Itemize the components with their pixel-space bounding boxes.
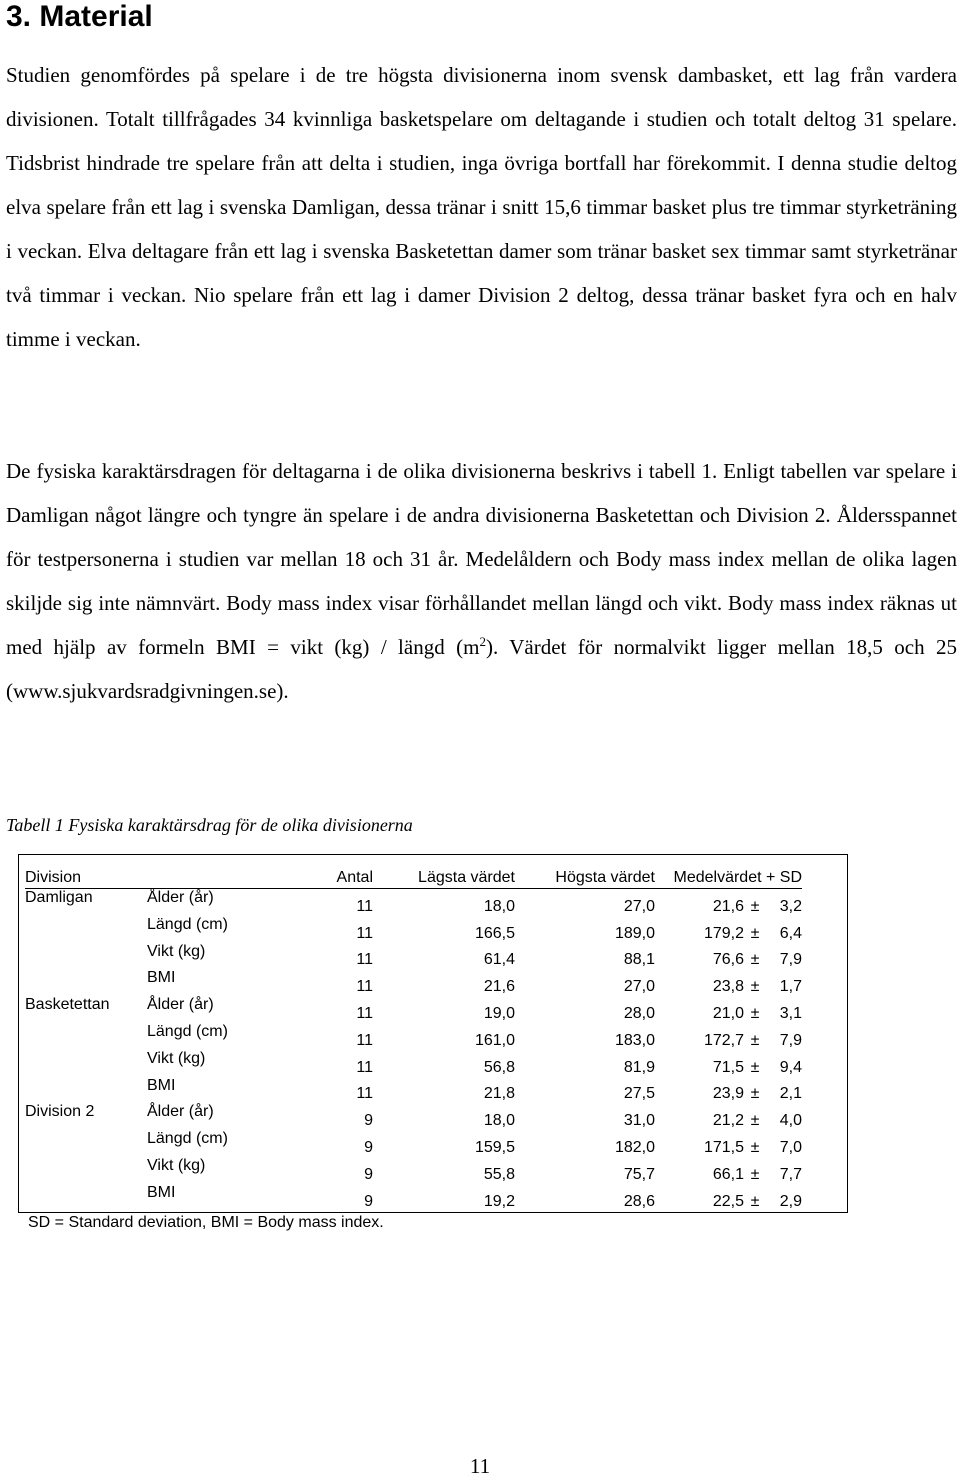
- cell-division-empty: [25, 943, 147, 970]
- table-body: [25, 889, 802, 1211]
- cell-mean: 23,9: [712, 1085, 744, 1103]
- cell-parameter: Ålder (år): [147, 996, 214, 1014]
- cell-parameter: Längd (cm): [147, 915, 228, 933]
- cell-mean: 23,8: [712, 978, 744, 996]
- cell-count: 9: [364, 1112, 373, 1130]
- cell-mean: 171,5: [703, 1138, 744, 1156]
- header-division: Division: [25, 862, 147, 889]
- cell-mean: 76,6: [712, 951, 744, 969]
- cell-max: 81,9: [623, 1058, 655, 1076]
- cell-count: 9: [364, 1165, 373, 1183]
- cell-plus-minus: ±: [750, 1165, 760, 1183]
- cell-division-empty: [25, 916, 147, 943]
- cell-plus-minus: ±: [750, 1004, 760, 1022]
- cell-mean: 21,0: [712, 1004, 744, 1022]
- cell-parameter: BMI: [147, 1076, 176, 1094]
- table-row: [25, 1050, 802, 1077]
- cell-sd: 7,9: [779, 951, 802, 969]
- cell-division: Damligan: [25, 889, 93, 906]
- cell-parameter: Ålder (år): [147, 1103, 214, 1121]
- table-header-row: [25, 862, 802, 889]
- cell-plus-minus: ±: [750, 897, 760, 915]
- cell-mean: 71,5: [712, 1058, 744, 1076]
- table-row: [25, 996, 802, 1023]
- cell-parameter: Vikt (kg): [147, 1049, 206, 1067]
- cell-mean: 21,2: [712, 1112, 744, 1130]
- cell-mean: 21,6: [712, 897, 744, 915]
- table-row: [25, 943, 802, 970]
- cell-plus-minus: ±: [750, 1112, 760, 1130]
- cell-count: 9: [364, 1192, 373, 1210]
- cell-count: 11: [356, 924, 373, 942]
- cell-count: 11: [356, 1085, 373, 1103]
- cell-sd: 7,7: [779, 1165, 802, 1183]
- cell-division-empty: [25, 1157, 147, 1184]
- cell-division-empty: [25, 1050, 147, 1077]
- cell-max: 27,0: [623, 897, 655, 915]
- cell-min: 21,8: [483, 1085, 515, 1103]
- section-heading: 3. Material: [6, 0, 153, 33]
- cell-min: 19,0: [483, 1004, 515, 1022]
- table-row: [25, 1130, 802, 1157]
- cell-sd: 3,1: [779, 1004, 802, 1022]
- cell-parameter: Vikt (kg): [147, 942, 206, 960]
- cell-division: Basketettan: [25, 996, 110, 1014]
- superscript-exponent: 2: [479, 634, 486, 649]
- cell-min: 21,6: [483, 978, 515, 996]
- table-row: [25, 969, 802, 996]
- cell-min: 161,0: [474, 1031, 515, 1049]
- cell-plus-minus: ±: [750, 978, 760, 996]
- paragraph-characteristics: [6, 449, 957, 713]
- header-mean-sd: Medelvärdet + SD: [655, 862, 802, 889]
- cell-max: 189,0: [614, 924, 655, 942]
- cell-mean: 179,2: [703, 924, 744, 942]
- cell-parameter: BMI: [147, 1183, 176, 1201]
- cell-division: Division 2: [25, 1103, 95, 1121]
- cell-min: 159,5: [474, 1138, 515, 1156]
- header-parameter: [147, 862, 287, 889]
- cell-division-empty: [25, 1023, 147, 1050]
- cell-min: 18,0: [483, 1112, 515, 1130]
- cell-division-empty: [25, 1184, 147, 1211]
- paragraph-text-part: De fysiska karaktärsdragen för deltagarna i de olika divisionerna beskrivs i tabell 1. Enligt tabellen var spelare i Damligan något längre och tyngre än spelare i de andra divisionerna Basketettan och Division 2. Åldersspannet för testpersonerna i studien var mellan 18 och 31 år. Medelåldern och Body mass index mellan de olika lagen skiljde sig inte nämnvärt. Body mass index visar förhållandet mellan längd och vikt. Body mass index räknas ut med hjälp av formeln BMI = vikt (kg) / längd (m: [6, 459, 957, 659]
- header-min: Lägsta värdet: [373, 862, 515, 889]
- cell-sd: 7,0: [779, 1138, 802, 1156]
- table-row: [25, 1023, 802, 1050]
- cell-mean: 66,1: [712, 1165, 744, 1183]
- cell-sd: 2,9: [779, 1192, 802, 1210]
- cell-division-empty: [25, 1077, 147, 1104]
- cell-min: 19,2: [483, 1192, 515, 1210]
- header-count: Antal: [287, 862, 373, 889]
- cell-plus-minus: ±: [750, 1031, 760, 1049]
- cell-count: 11: [356, 1004, 373, 1022]
- cell-sd: 1,7: [779, 978, 802, 996]
- cell-plus-minus: ±: [750, 951, 760, 969]
- table-row: [25, 1184, 802, 1211]
- table-caption: Tabell 1 Fysiska karaktärsdrag för de olika divisionerna: [6, 815, 413, 835]
- cell-mean: 172,7: [703, 1031, 744, 1049]
- cell-plus-minus: ±: [750, 1192, 760, 1210]
- cell-count: 11: [356, 1031, 373, 1049]
- cell-parameter: BMI: [147, 969, 176, 987]
- cell-max: 182,0: [614, 1138, 655, 1156]
- paragraph-text-part: ). Värdet för normalvikt ligger mellan 18,5 och 25 (www.sjukvardsradgivningen.se).: [6, 635, 957, 703]
- cell-plus-minus: ±: [750, 1138, 760, 1156]
- cell-sd: 4,0: [779, 1112, 802, 1130]
- table-row: [25, 1077, 802, 1104]
- cell-parameter: Längd (cm): [147, 1022, 228, 1040]
- paragraph-material-description: Studien genomfördes på spelare i de tre högsta divisionerna inom svensk dambasket, ett lag från vardera divisionen. Totalt tillfrågades 34 kvinnliga basketspelare om deltagande i studien och totalt deltog 31 spelare. Tidsbrist hindrade tre spelare från att delta i studien, inga övriga bortfall har förekommit. I denna studie deltog elva spelare från ett lag i svenska Damligan, dessa tränar i snitt 15,6 timmar basket plus tre timmar styrketräning i veckan. Elva deltagare från ett lag i svenska Basketettan damer som tränar basket sex timmar samt styrketränar två timmar i veckan. Nio spelare från ett lag i damer Division 2 deltog, dessa tränar basket fyra och en halv timme i veckan.: [6, 63, 957, 351]
- cell-min: 55,8: [483, 1165, 515, 1183]
- cell-sd: 6,4: [779, 924, 802, 942]
- cell-count: 9: [364, 1138, 373, 1156]
- cell-max: 27,0: [623, 978, 655, 996]
- cell-max: 75,7: [623, 1165, 655, 1183]
- page-number: 11: [469, 1454, 491, 1478]
- cell-max: 28,6: [623, 1192, 655, 1210]
- cell-max: 28,0: [623, 1004, 655, 1022]
- table-row: [25, 889, 802, 916]
- table-row: [25, 916, 802, 943]
- table-header: [25, 862, 802, 889]
- cell-plus-minus: ±: [750, 924, 760, 942]
- cell-parameter: Längd (cm): [147, 1130, 228, 1148]
- cell-sd: 9,4: [779, 1058, 802, 1076]
- cell-plus-minus: ±: [750, 1085, 760, 1103]
- cell-parameter: Ålder (år): [147, 889, 214, 906]
- cell-plus-minus: ±: [750, 1058, 760, 1076]
- cell-sd: 2,1: [779, 1085, 802, 1103]
- cell-max: 183,0: [614, 1031, 655, 1049]
- cell-division-empty: [25, 1130, 147, 1157]
- characteristics-table: [25, 862, 802, 1211]
- cell-sd: 7,9: [779, 1031, 802, 1049]
- cell-max: 27,5: [623, 1085, 655, 1103]
- cell-min: 18,0: [483, 897, 515, 915]
- table-row: [25, 1157, 802, 1184]
- cell-mean: 22,5: [712, 1192, 744, 1210]
- table-footnote: SD = Standard deviation, BMI = Body mass index.: [28, 1214, 384, 1231]
- cell-sd: 3,2: [779, 897, 802, 915]
- cell-division-empty: [25, 969, 147, 996]
- cell-count: 11: [356, 1058, 373, 1076]
- cell-max: 88,1: [623, 951, 655, 969]
- cell-min: 61,4: [483, 951, 515, 969]
- cell-parameter: Vikt (kg): [147, 1156, 206, 1174]
- table-frame: [18, 854, 848, 1213]
- table-row: [25, 1103, 802, 1130]
- header-max: Högsta värdet: [515, 862, 655, 889]
- cell-count: 11: [356, 951, 373, 969]
- cell-min: 166,5: [474, 924, 515, 942]
- cell-max: 31,0: [623, 1112, 655, 1130]
- cell-min: 56,8: [483, 1058, 515, 1076]
- cell-count: 11: [356, 897, 373, 915]
- cell-count: 11: [356, 978, 373, 996]
